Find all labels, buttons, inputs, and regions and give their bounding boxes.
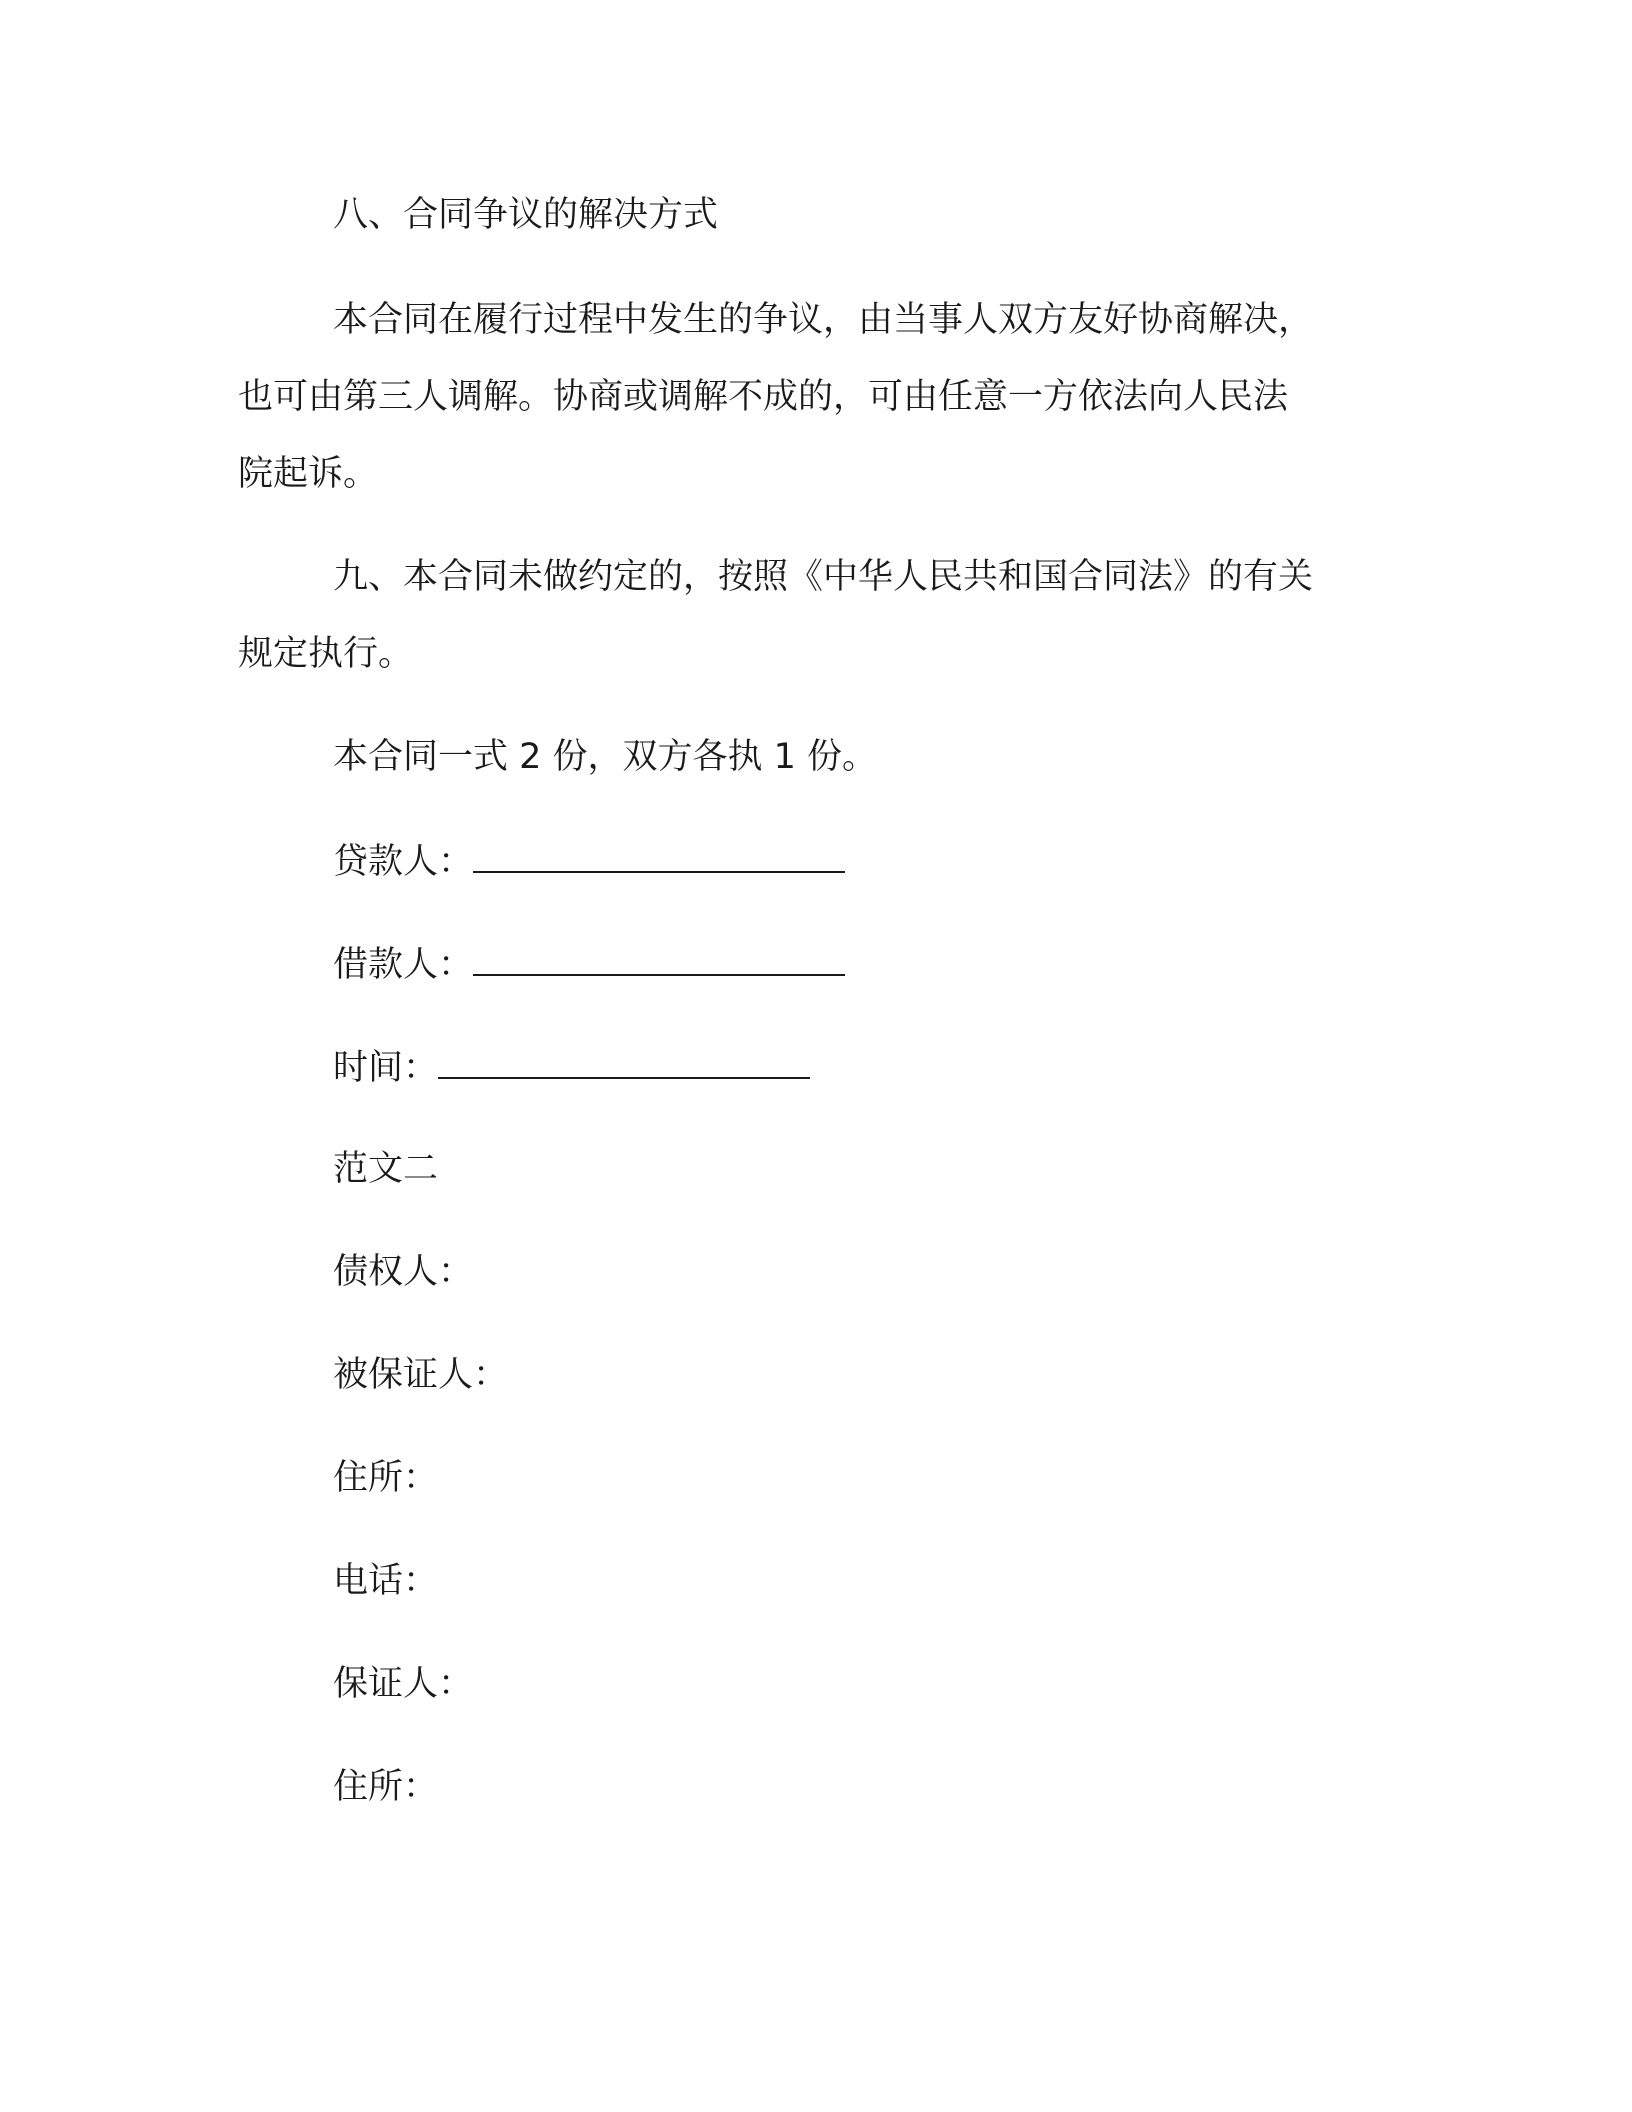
sample2-title: 范文二 bbox=[333, 1149, 439, 1189]
lender-label: 贷款人： bbox=[333, 842, 474, 882]
section8-body-line-2: 也可由第三人调解。协商或调解不成的，可由任意一方依法向人民法 bbox=[238, 377, 1289, 417]
copies-note: 本合同一式 2 份，双方各执 1 份。 bbox=[333, 737, 878, 777]
date-signature-line bbox=[333, 1049, 810, 1086]
creditor-label: 债权人： bbox=[333, 1252, 474, 1292]
address-label-2: 住所： bbox=[333, 1767, 439, 1807]
address-label-1: 住所： bbox=[333, 1458, 439, 1498]
section8-body-line-3: 院起诉。 bbox=[238, 454, 379, 494]
section9-body-line-2: 规定执行。 bbox=[238, 634, 414, 674]
lender-signature-line bbox=[333, 843, 845, 880]
date-label: 时间： bbox=[333, 1048, 439, 1088]
borrower-blank-field bbox=[473, 946, 845, 976]
section9-body-line-1: 九、本合同未做约定的，按照《中华人民共和国合同法》的有关 bbox=[333, 557, 1314, 597]
date-blank-field bbox=[438, 1049, 810, 1079]
section8-heading: 八、合同争议的解决方式 bbox=[333, 195, 719, 235]
section8-body-line-1: 本合同在履行过程中发生的争议，由当事人双方友好协商解决， bbox=[333, 300, 1314, 340]
phone-label: 电话： bbox=[333, 1561, 439, 1601]
borrower-signature-line bbox=[333, 946, 845, 983]
guaranteed-party-label: 被保证人： bbox=[333, 1355, 509, 1395]
guarantor-label: 保证人： bbox=[333, 1664, 474, 1704]
lender-blank-field bbox=[473, 843, 845, 873]
borrower-label: 借款人： bbox=[333, 945, 474, 985]
